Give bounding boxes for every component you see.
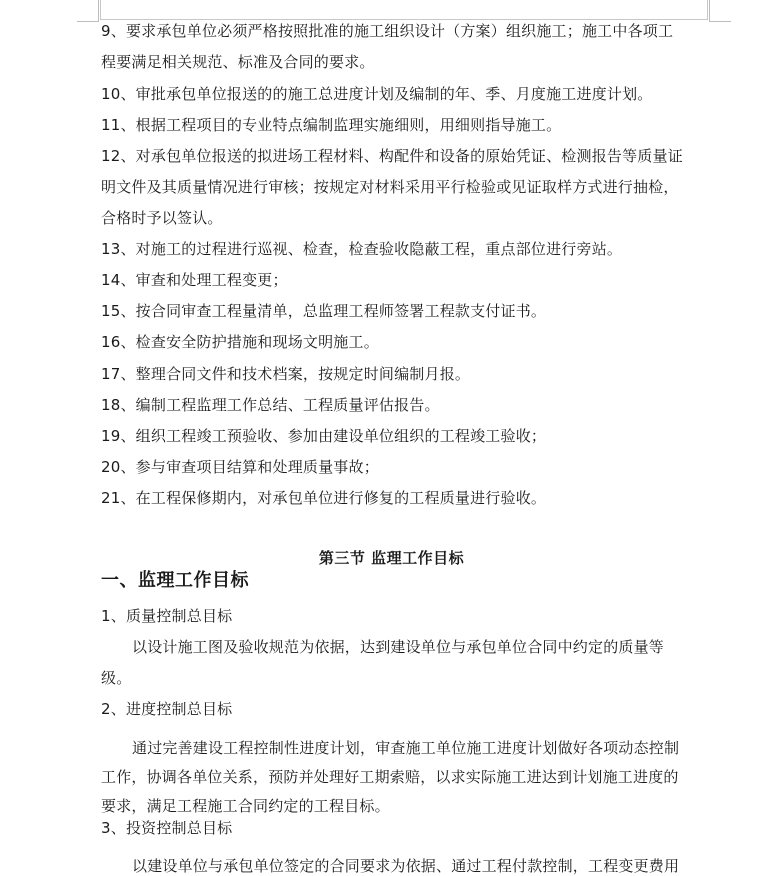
- page-corner-mark-right: [709, 0, 731, 22]
- page-corner-mark-left: [77, 0, 99, 22]
- paragraph-line: 以设计施工图及验收规范为依据，达到建设单位与承包单位合同中约定的质量等: [132, 638, 665, 656]
- list-item-line: 16、检查安全防护措施和现场文明施工。: [101, 333, 379, 351]
- list-item-line: 10、审批承包单位报送的的施工总进度计划及编制的年、季、月度施工进度计划。: [101, 85, 653, 103]
- paragraph-line: 以建设单位与承包单位签定的合同要求为依据、通过工程付款控制，工程变更费用: [132, 857, 680, 875]
- list-item-line: 9、要求承包单位必须严格按照批准的施工组织设计（方案）组织施工；施工中各项工: [101, 22, 674, 40]
- list-item-line: 13、对施工的过程进行巡视、检查，检查验收隐蔽工程，重点部位进行旁站。: [101, 240, 623, 258]
- list-item-line: 11、根据工程项目的专业特点编制监理实施细则，用细则指导施工。: [101, 116, 562, 134]
- list-item-line: 程要满足相关规范、标准及合同的要求。: [101, 53, 375, 71]
- subsection-title-quality: 1、质量控制总目标: [101, 607, 233, 625]
- paragraph-line: 通过完善建设工程控制性进度计划，审查施工单位施工进度计划做好各项动态控制: [132, 739, 680, 757]
- list-item-line: 19、组织工程竣工预验收、参加由建设单位组织的工程竣工验收；: [101, 427, 547, 445]
- list-item-line: 17、整理合同文件和技术档案，按规定时间编制月报。: [101, 365, 471, 383]
- list-item-line: 12、对承包单位报送的拟进场工程材料、构配件和设备的原始凭证、检测报告等质量证: [101, 147, 683, 165]
- subsection-title-schedule: 2、进度控制总目标: [101, 700, 233, 718]
- list-item-line: 20、参与审查项目结算和处理质量事故；: [101, 458, 379, 476]
- paragraph-line: 级。: [101, 669, 132, 687]
- list-item-line: 21、在工程保修期内，对承包单位进行修复的工程质量进行验收。: [101, 489, 547, 507]
- list-item-line: 14、审查和处理工程变更；: [101, 271, 288, 289]
- subsection-title-investment: 3、投资控制总目标: [101, 819, 233, 837]
- list-item-line: 明文件及其质量情况进行审核；按规定对材料采用平行检验或见证取样方式进行抽检，: [101, 178, 679, 196]
- section-title: 第三节 监理工作目标: [318, 549, 465, 567]
- list-item-line: 15、按合同审查工程量清单，总监理工程师签署工程款支付证书。: [101, 302, 547, 320]
- heading-1: 一、监理工作目标: [101, 570, 249, 591]
- paragraph-line: 要求，满足工程施工合同约定的工程目标。: [101, 797, 390, 815]
- list-item-line: 18、编制工程监理工作总结、工程质量评估报告。: [101, 396, 440, 414]
- paragraph-line: 工作，协调各单位关系，预防并处理好工期索赔，以求实际施工进达到计划施工进度的: [101, 768, 679, 786]
- list-item-line: 合格时予以签认。: [101, 209, 223, 227]
